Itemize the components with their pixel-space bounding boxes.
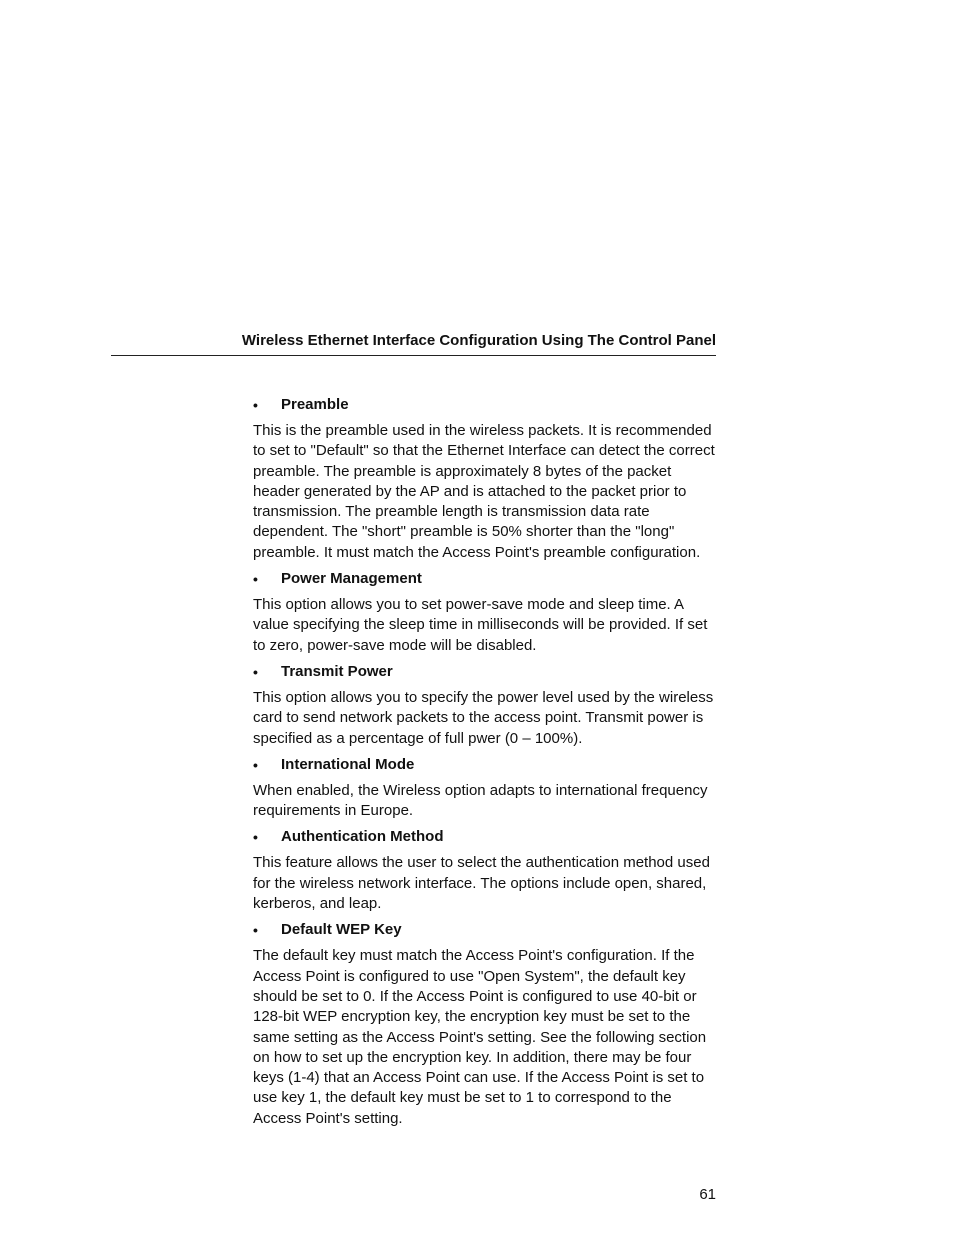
bullet-item (253, 752, 717, 778)
section-preamble (253, 392, 717, 563)
bullet-icon: • (253, 571, 258, 588)
page-number: 61 (699, 1186, 716, 1203)
running-header (111, 331, 716, 356)
section-heading: International Mode (281, 755, 415, 773)
section-body: When enabled, the Wireless option adapts to international frequency requirements in Europe. (253, 781, 708, 820)
section-body: The default key must match the Access Point's configuration. If the Access Point is configured to use "Open System", the default key should be set to 0. If the Access Point is configured to use 40-bit or 128-bit WEP encryption key, the encryption key must be set to the same setting as the Access Point's setting. See the following section on how to set up the encryption key. In addition, there may be four keys (1-4) that an Access Point can use. If the Access Point is set to use key 1, the default key must be set to 1 to correspond to the Access Point's setting. (253, 947, 707, 1127)
section-body: This feature allows the user to select the authentication method used for the wireless network interface. The options include open, shared, kerberos, and leap. (253, 854, 710, 913)
bullet-item (253, 917, 717, 943)
section-heading: Default WEP Key (281, 921, 402, 939)
bullet-icon: • (253, 756, 258, 773)
bullet-icon: • (253, 397, 258, 413)
bullet-item (253, 392, 717, 418)
section-body: This is the preamble used in the wireless packets. It is recommended to set to "Default" so that the Ethernet Interface can detect the correct preamble. The preamble is approximately 8 bytes of the packet header generated by the AP and is attached to the packet prior to transmission. The preamble length is transmission data rate dependent. The "short" preamble is 50% shorter than the "long" preamble. It must match the Access Point's preamble configuration. (253, 422, 715, 561)
section-authentication-method (253, 824, 717, 914)
section-power-management (253, 566, 717, 656)
bullet-icon: • (253, 922, 258, 939)
section-body: This option allows you to set power-save mode and sleep time. A value specifying the sleep time in milliseconds will be provided. If set to zero, power-save mode will be disabled. (253, 596, 708, 654)
section-heading: Preamble (281, 396, 349, 413)
bullet-item (253, 566, 717, 592)
section-default-wep-key (253, 917, 717, 1129)
section-transmit-power (253, 659, 717, 749)
bullet-item (253, 824, 717, 850)
document-body (253, 392, 717, 1132)
section-heading: Power Management (281, 570, 422, 588)
page-title: Wireless Ethernet Interface Configuration Using The Control Panel (241, 332, 716, 349)
bullet-icon: • (253, 663, 258, 680)
bullet-icon: • (253, 829, 258, 846)
bullet-item (253, 659, 717, 685)
section-heading: Authentication Method (281, 828, 444, 846)
section-heading: Transmit Power (281, 662, 393, 680)
section-body: This option allows you to specify the power level used by the wireless card to send network packets to the access point. Transmit power is specified as a percentage of full pwer (0 – 100%). (253, 688, 714, 747)
section-international-mode (253, 752, 717, 822)
